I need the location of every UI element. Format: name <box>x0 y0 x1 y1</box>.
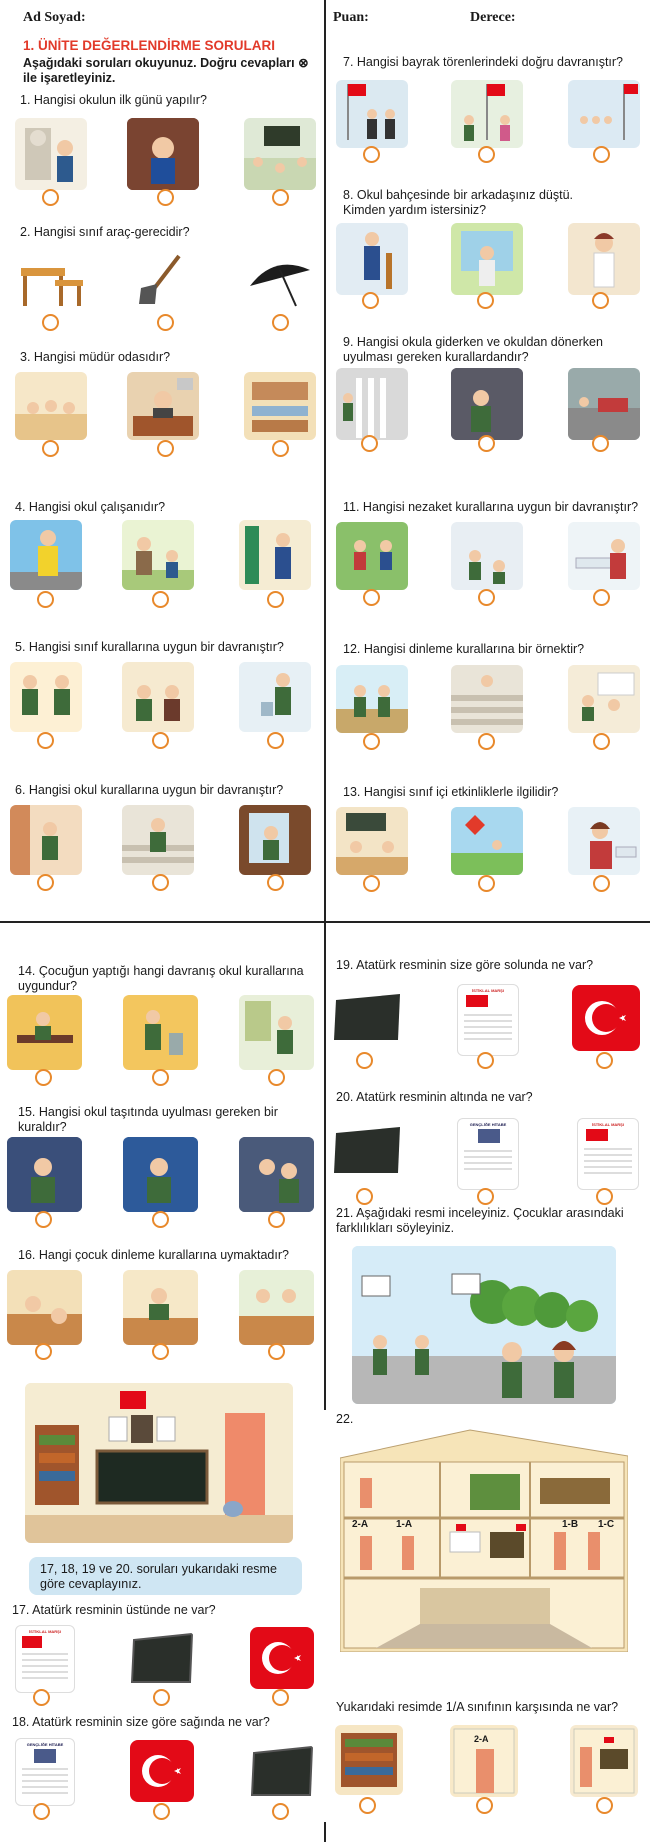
q11-option-b-image <box>451 522 523 590</box>
q20-poster-c-title: İSTİKLAL MARŞI <box>592 1122 624 1127</box>
q13-option-b-image <box>451 807 523 875</box>
q2-option-c-umbrella-image <box>244 250 316 310</box>
q21-schoolyard-image <box>352 1246 616 1404</box>
q22-answer-b[interactable] <box>476 1797 493 1814</box>
q5-answer-c[interactable] <box>267 732 284 749</box>
q17-option-c-flag <box>250 1627 314 1689</box>
instructions: Aşağıdaki soruları okuyunuz. Doğru cevapları ⊗ ile işaretleyiniz. <box>23 56 309 85</box>
q18-poster-title: GENÇLİĞE HİTABE <box>26 1742 64 1747</box>
question-1: 1. Hangisi okulun ilk günü yapılır? <box>20 93 207 107</box>
q3-option-b-image <box>127 372 199 440</box>
q13-option-c-image <box>568 807 640 875</box>
question-5: 5. Hangisi sınıf kurallarına uygun bir davranıştır? <box>15 640 284 654</box>
question-17: 17. Atatürk resminin üstünde ne var? <box>12 1603 216 1617</box>
q19-answer-b[interactable] <box>477 1052 494 1069</box>
q18-answer-b[interactable] <box>153 1803 170 1820</box>
q3-option-c-image <box>244 372 316 440</box>
q15-answer-c[interactable] <box>268 1211 285 1228</box>
q19-answer-c[interactable] <box>596 1052 613 1069</box>
name-label: Ad Soyad: <box>23 10 86 25</box>
question-6: 6. Hangisi okul kurallarına uygun bir davranıştır? <box>15 783 284 797</box>
q18-option-b-flag <box>130 1740 194 1802</box>
q1-option-b-image <box>127 118 199 190</box>
q16-answer-a[interactable] <box>35 1343 52 1360</box>
q8-option-b-image <box>451 223 523 295</box>
column-divider-tail <box>324 1822 326 1842</box>
question-15: 15. Hangisi okul taşıtında uyulması gereken bir kuraldır? <box>18 1105 278 1134</box>
q16-answer-b[interactable] <box>152 1343 169 1360</box>
q11-option-a-image <box>336 522 408 590</box>
q12-option-c-image <box>568 665 640 733</box>
q20-option-a-blackboard <box>332 1123 402 1179</box>
q3-answer-b[interactable] <box>157 440 174 457</box>
q20-option-c-istiklal-poster <box>577 1118 639 1190</box>
q15-answer-b[interactable] <box>152 1211 169 1228</box>
q5-answer-b[interactable] <box>152 732 169 749</box>
q22-prompt: Yukarıdaki resimde 1/A sınıfının karşısında ne var? <box>336 1700 619 1714</box>
q18-option-c-blackboard <box>250 1745 314 1799</box>
q1-answer-c[interactable] <box>272 189 289 206</box>
q12-answer-a[interactable] <box>363 733 380 750</box>
q8-answer-c[interactable] <box>592 292 609 309</box>
q1-answer-b[interactable] <box>157 189 174 206</box>
question-7: 7. Hangisi bayrak törenlerindeki doğru davranıştır? <box>343 55 624 69</box>
q4-option-a-image <box>10 520 82 590</box>
q15-answer-a[interactable] <box>35 1211 52 1228</box>
q17-option-a-istiklal-poster <box>15 1625 75 1693</box>
question-16: 16. Hangi çocuk dinleme kurallarına uymaktadır? <box>18 1248 289 1262</box>
question-18: 18. Atatürk resminin size göre sağında ne var? <box>12 1715 270 1729</box>
question-8: 8. Okul bahçesinde bir arkadaşınız düştü. Kimden yardım istersiniz? <box>343 188 573 217</box>
question-21: 21. Aşağıdaki resmi inceleyiniz. Çocuklar arasındaki farklılıkları söyleyiniz. <box>336 1206 624 1235</box>
q19-option-c-flag <box>572 985 640 1051</box>
classroom-note: 17, 18, 19 ve 20. soruları yukarıdaki resme göre cevaplayınız. <box>40 1562 277 1591</box>
q13-answer-c[interactable] <box>593 875 610 892</box>
building-label-1a: 1-A <box>396 1519 413 1530</box>
building-label-2a: 2-A <box>352 1519 369 1530</box>
question-9: 9. Hangisi okula giderken ve okuldan dönerken uyulması gereken kurallardandır? <box>343 335 603 364</box>
q7-option-c-image <box>568 80 640 148</box>
q14-option-c-image <box>239 995 314 1070</box>
q6-answer-c[interactable] <box>267 874 284 891</box>
column-divider-bottom <box>324 923 326 1410</box>
q14-option-a-image <box>7 995 82 1070</box>
q7-option-b-image <box>451 80 523 148</box>
q14-answer-a[interactable] <box>35 1069 52 1086</box>
q19-answer-a[interactable] <box>356 1052 373 1069</box>
q16-answer-c[interactable] <box>268 1343 285 1360</box>
q16-option-c-image <box>239 1270 314 1345</box>
q7-answer-c[interactable] <box>593 146 610 163</box>
question-14: 14. Çocuğun yaptığı hangi davranış okul kurallarına uygundur? <box>18 964 304 993</box>
q17-answer-b[interactable] <box>153 1689 170 1706</box>
q18-option-a-genclige-poster <box>15 1738 75 1806</box>
q9-answer-b[interactable] <box>478 435 495 452</box>
q13-answer-b[interactable] <box>478 875 495 892</box>
q2-option-a-desk-image <box>15 250 87 310</box>
question-19: 19. Atatürk resminin size göre solunda ne var? <box>336 958 594 972</box>
q22-door-label: 2-A <box>474 1734 489 1744</box>
q9-answer-c[interactable] <box>592 435 609 452</box>
q4-option-b-image <box>122 520 194 590</box>
q22-option-a-library <box>335 1725 403 1795</box>
q2-answer-a[interactable] <box>42 314 59 331</box>
q22-answer-a[interactable] <box>359 1797 376 1814</box>
q13-option-a-image <box>336 807 408 875</box>
question-3: 3. Hangisi müdür odasıdır? <box>20 350 171 364</box>
q22-option-c-room <box>570 1725 638 1797</box>
question-13: 13. Hangisi sınıf içi etkinliklerle ilgilidir? <box>343 785 559 799</box>
q5-option-b-image <box>122 662 194 732</box>
q19-poster-title: İSTİKLAL MARŞI <box>472 988 504 993</box>
q14-answer-b[interactable] <box>152 1069 169 1086</box>
q4-option-c-image <box>239 520 311 590</box>
q11-answer-b[interactable] <box>478 589 495 606</box>
q17-option-b-blackboard <box>130 1632 194 1686</box>
q4-answer-a[interactable] <box>37 591 54 608</box>
q4-answer-c[interactable] <box>267 591 284 608</box>
q16-option-b-image <box>123 1270 198 1345</box>
q20-answer-b[interactable] <box>477 1188 494 1205</box>
q15-option-a-image <box>7 1137 82 1212</box>
question-11: 11. Hangisi nezaket kurallarına uygun bir davranıştır? <box>343 500 639 514</box>
q7-answer-b[interactable] <box>478 146 495 163</box>
q12-answer-c[interactable] <box>593 733 610 750</box>
q22-answer-c[interactable] <box>596 1797 613 1814</box>
q9-answer-a[interactable] <box>361 435 378 452</box>
q20-answer-c[interactable] <box>596 1188 613 1205</box>
q11-answer-a[interactable] <box>363 589 380 606</box>
column-divider-top <box>324 0 326 922</box>
q8-answer-a[interactable] <box>362 292 379 309</box>
q17-poster-title: İSTİKLAL MARŞI <box>29 1629 61 1634</box>
q14-answer-c[interactable] <box>268 1069 285 1086</box>
q11-answer-c[interactable] <box>593 589 610 606</box>
q8-answer-b[interactable] <box>477 292 494 309</box>
q1-answer-a[interactable] <box>42 189 59 206</box>
q20-answer-a[interactable] <box>356 1188 373 1205</box>
score-label: Puan: <box>333 10 369 25</box>
q19-option-a-blackboard <box>332 990 402 1046</box>
q8-option-c-image <box>568 223 640 295</box>
unit-title: 1. ÜNİTE DEĞERLENDİRME SORULARI <box>23 38 276 53</box>
q13-answer-a[interactable] <box>363 875 380 892</box>
building-label-1b: 1-B <box>562 1519 579 1530</box>
q2-option-b-shovel-image <box>127 250 199 310</box>
grade-label: Derece: <box>470 10 516 25</box>
q1-option-a-image <box>15 118 87 190</box>
question-22: 22. <box>336 1412 354 1426</box>
q20-poster-b-title: GENÇLİĞE HİTABE <box>469 1122 507 1127</box>
q16-option-a-image <box>7 1270 82 1345</box>
q18-answer-c[interactable] <box>272 1803 289 1820</box>
q6-answer-b[interactable] <box>152 874 169 891</box>
q7-answer-a[interactable] <box>363 146 380 163</box>
q2-answer-b[interactable] <box>157 314 174 331</box>
question-20: 20. Atatürk resminin altında ne var? <box>336 1090 533 1104</box>
q8-option-a-image <box>336 223 408 295</box>
classroom-scene-image <box>25 1383 293 1543</box>
q22-school-building-image <box>340 1428 628 1652</box>
q5-option-a-image <box>10 662 82 732</box>
q15-option-b-image <box>123 1137 198 1212</box>
q5-answer-a[interactable] <box>37 732 54 749</box>
q3-option-a-image <box>15 372 87 440</box>
q18-answer-a[interactable] <box>33 1803 50 1820</box>
q9-option-b-image <box>451 368 523 440</box>
q6-option-c-image <box>239 805 311 875</box>
q15-option-c-image <box>239 1137 314 1212</box>
q6-option-b-image <box>122 805 194 875</box>
q12-answer-b[interactable] <box>478 733 495 750</box>
q12-option-b-image <box>451 665 523 733</box>
q17-answer-a[interactable] <box>33 1689 50 1706</box>
question-4: 4. Hangisi okul çalışanıdır? <box>15 500 166 514</box>
q4-answer-b[interactable] <box>152 591 169 608</box>
q14-option-b-image <box>123 995 198 1070</box>
q17-answer-c[interactable] <box>272 1689 289 1706</box>
q6-option-a-image <box>10 805 82 875</box>
q9-option-c-image <box>568 368 640 440</box>
q11-option-c-image <box>568 522 640 590</box>
q2-answer-c[interactable] <box>272 314 289 331</box>
q3-answer-a[interactable] <box>42 440 59 457</box>
question-12: 12. Hangisi dinleme kurallarına bir örnektir? <box>343 642 585 656</box>
q7-option-a-image <box>336 80 408 148</box>
q3-answer-c[interactable] <box>272 440 289 457</box>
q6-answer-a[interactable] <box>37 874 54 891</box>
building-label-1c: 1-C <box>598 1519 615 1530</box>
question-2: 2. Hangisi sınıf araç-gerecidir? <box>20 225 190 239</box>
q12-option-a-image <box>336 665 408 733</box>
q5-option-c-image <box>239 662 311 732</box>
q19-option-b-istiklal-poster <box>457 984 519 1056</box>
q20-option-b-genclige-poster <box>457 1118 519 1190</box>
q1-option-c-image <box>244 118 316 190</box>
q9-option-a-image <box>336 368 408 440</box>
